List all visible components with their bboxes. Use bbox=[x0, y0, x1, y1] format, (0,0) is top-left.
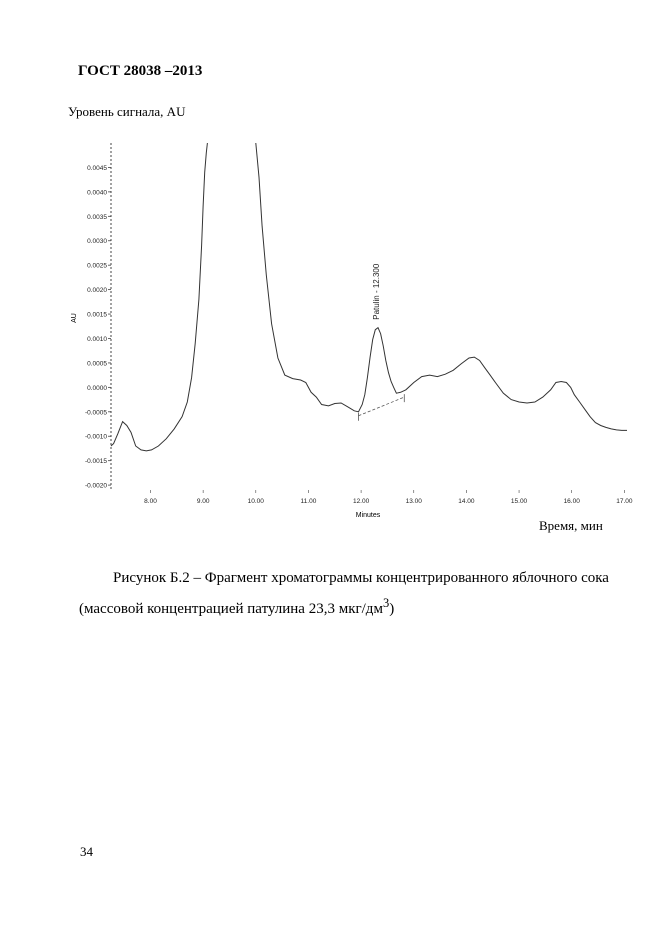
caption-superscript: 3 bbox=[382, 596, 390, 610]
y-tick-label: -0.0015 bbox=[84, 458, 107, 466]
document-header: ГОСТ 28038 –2013 bbox=[78, 63, 203, 79]
series-line-1 bbox=[111, 143, 207, 451]
x-tick-label: 15.00 bbox=[510, 498, 528, 505]
x-tick-label: 12.00 bbox=[352, 498, 370, 505]
x-tick-label: 8.00 bbox=[144, 498, 157, 505]
y-tick-label: 0.0000 bbox=[87, 384, 107, 392]
caption-end: ) bbox=[389, 601, 395, 617]
y-tick-label: 0.0005 bbox=[87, 360, 107, 368]
caption-text: Рисунок Б.2 – Фрагмент хроматограммы концентрированного яблочного сока (массовой концентрацией патулина 23,3 мкг/дм bbox=[79, 570, 609, 617]
y-tick-label: 0.0020 bbox=[87, 287, 107, 295]
chart-annotations bbox=[372, 263, 381, 320]
y-tick-label: 0.0030 bbox=[87, 238, 107, 246]
y-tick-label: 0.0035 bbox=[87, 213, 107, 221]
figure-caption bbox=[79, 566, 619, 622]
y-axis-outer-title: Уровень сигнала, AU bbox=[68, 104, 186, 119]
x-tick-label: 10.00 bbox=[247, 498, 264, 505]
series-line-2 bbox=[256, 143, 627, 430]
chart-axes bbox=[108, 143, 624, 493]
peak-baseline bbox=[358, 397, 404, 416]
x-tick-labels bbox=[144, 498, 633, 505]
x-tick-label: 11.00 bbox=[300, 498, 317, 505]
y-tick-label: 0.0010 bbox=[87, 335, 107, 343]
page-number: 34 bbox=[80, 844, 93, 859]
chart-series bbox=[111, 143, 627, 451]
x-tick-label: 13.00 bbox=[405, 498, 422, 505]
y-tick-label: 0.0015 bbox=[87, 311, 107, 319]
x-axis-outer-title: Время, мин bbox=[539, 518, 603, 533]
y-tick-label: 0.0045 bbox=[87, 164, 107, 172]
x-tick-label: 14.00 bbox=[458, 498, 475, 505]
x-tick-label: 9.00 bbox=[196, 498, 210, 505]
y-tick-label: -0.0005 bbox=[84, 409, 107, 417]
y-tick-label: -0.0020 bbox=[84, 482, 107, 490]
y-tick-label: 0.0025 bbox=[87, 262, 107, 270]
x-tick-label: 17.00 bbox=[616, 498, 633, 505]
y-tick-labels bbox=[85, 165, 107, 490]
peak-label: Patulin - 12.300 bbox=[371, 263, 381, 320]
y-tick-label: 0.0040 bbox=[87, 189, 107, 197]
x-axis-label: Minutes bbox=[355, 512, 381, 519]
y-tick-label: -0.0010 bbox=[84, 433, 107, 441]
x-tick-label: 16.00 bbox=[563, 498, 580, 505]
y-axis-label: AU bbox=[71, 313, 78, 323]
